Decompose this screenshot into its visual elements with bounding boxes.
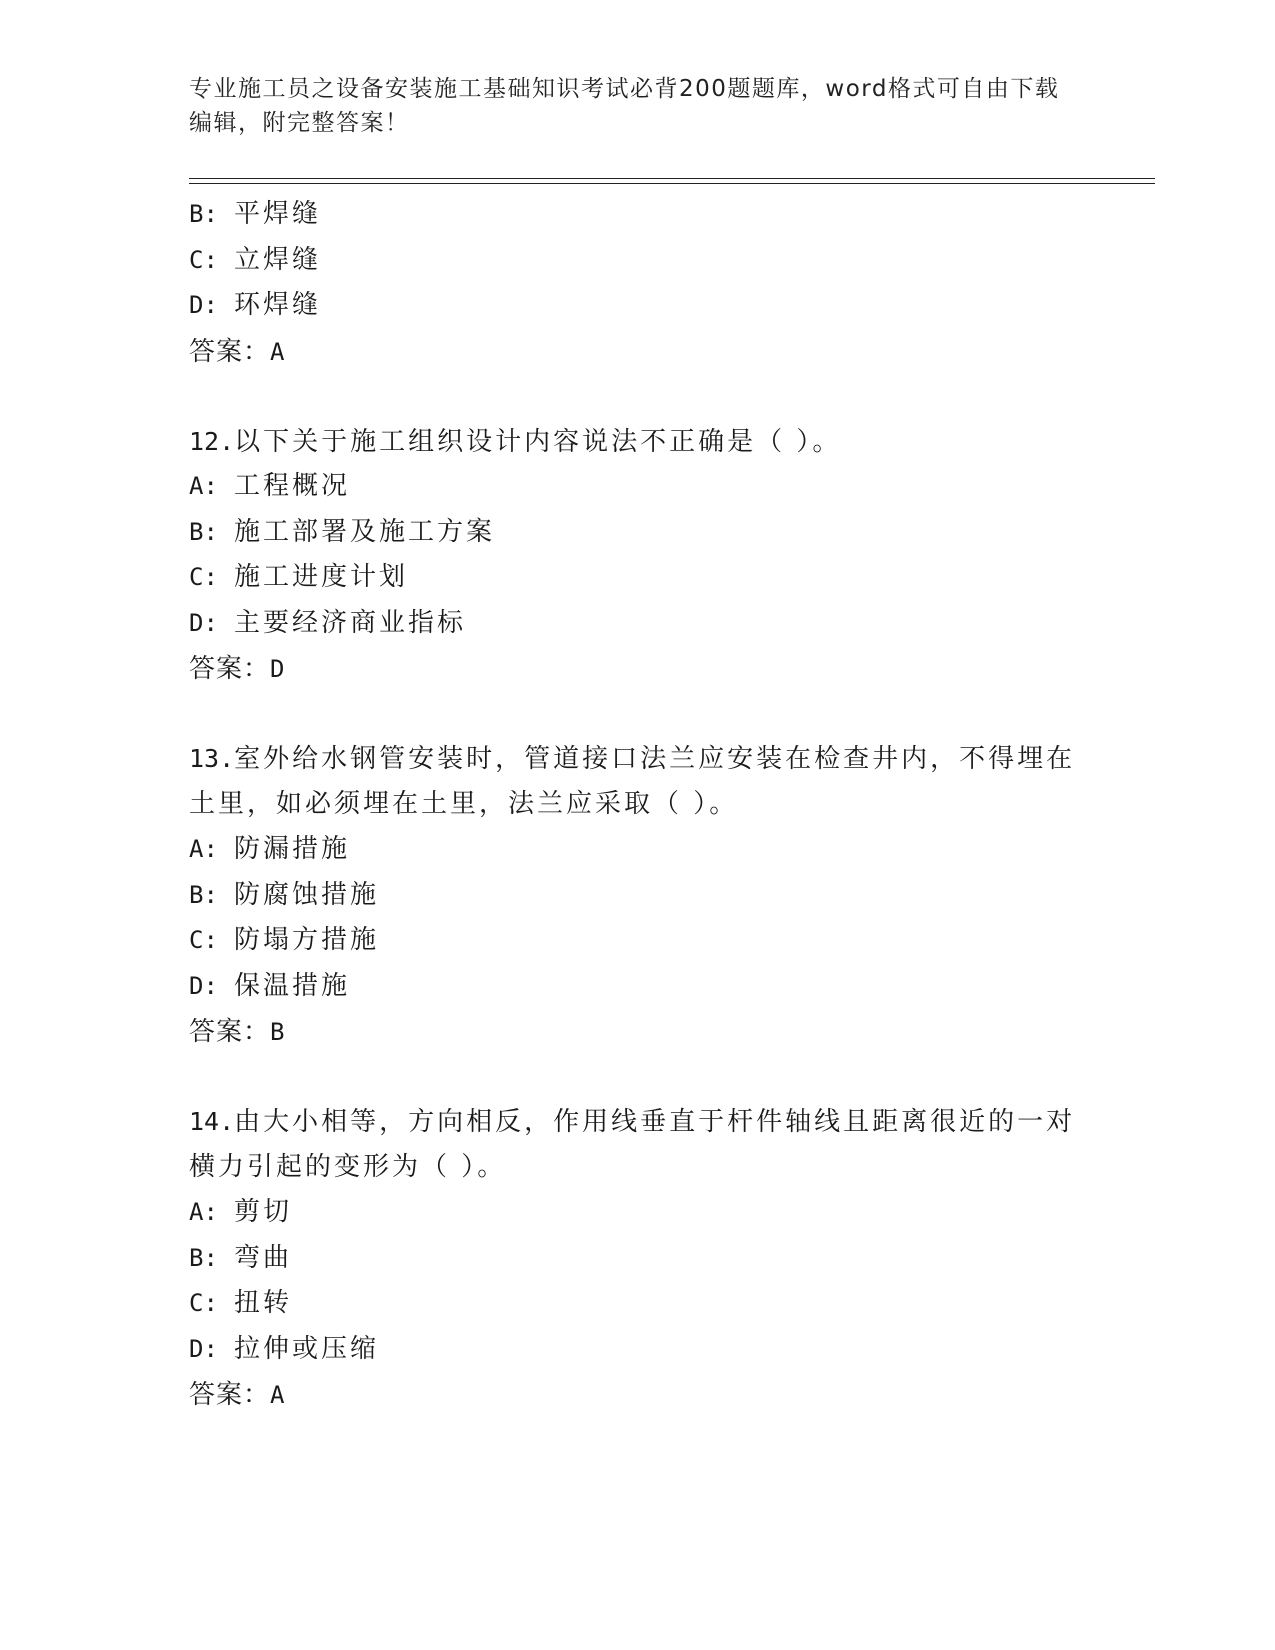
- option-text: 环焊缝: [234, 290, 322, 320]
- question-stem-line: 由大小相等，方向相反，作用线垂直于杆件轴线且距离很近的一对: [234, 1107, 1076, 1137]
- option-text: 防腐蚀措施: [234, 879, 380, 910]
- answer-line: [189, 329, 1089, 375]
- answer-label: 答案：: [189, 1017, 271, 1047]
- option-label: B:: [189, 1243, 218, 1272]
- option-label: A:: [189, 835, 218, 863]
- option-item: [189, 827, 1089, 873]
- option-item: [189, 873, 1089, 919]
- answer-label: 答案：: [189, 336, 271, 367]
- answer-line: [189, 1009, 1089, 1055]
- question-text-continued: [189, 1145, 1089, 1191]
- header-divider-bottom: [189, 183, 1155, 184]
- option-label: A:: [189, 472, 218, 500]
- option-text: 施工部署及施工方案: [234, 516, 496, 547]
- option-label: D:: [189, 608, 218, 637]
- option-item: [189, 1281, 1089, 1327]
- option-text: 剪切: [234, 1197, 293, 1227]
- question-number: 14.: [189, 1107, 235, 1136]
- question-text: [189, 736, 1089, 782]
- option-label: D:: [189, 291, 218, 319]
- answer-value: B: [270, 1018, 286, 1046]
- document-header: [189, 72, 1069, 140]
- option-item: [189, 238, 1089, 284]
- question-block-11-partial: [189, 192, 1089, 375]
- option-label: C:: [189, 926, 218, 954]
- spacer: [189, 692, 1089, 736]
- option-item: [189, 283, 1089, 329]
- option-text: 保温措施: [234, 970, 351, 1001]
- option-text: 防塌方措施: [234, 925, 380, 955]
- option-item: [189, 1236, 1089, 1282]
- question-stem-line: 以下关于施工组织设计内容说法不正确是（ ）。: [234, 426, 842, 457]
- option-text: 平焊缝: [234, 199, 322, 229]
- option-item: [189, 464, 1089, 510]
- header-divider-top: [189, 178, 1155, 179]
- spacer: [189, 1055, 1089, 1099]
- option-label: B:: [189, 517, 218, 546]
- question-text: [189, 1099, 1089, 1145]
- answer-value: A: [270, 1381, 286, 1409]
- option-item: [189, 1327, 1089, 1373]
- option-label: C:: [189, 563, 218, 591]
- option-text: 弯曲: [234, 1242, 293, 1273]
- spacer: [189, 375, 1089, 419]
- answer-line: [189, 1372, 1089, 1418]
- option-item: [189, 918, 1089, 964]
- option-text: 扭转: [234, 1288, 293, 1318]
- option-text: 主要经济商业指标: [234, 607, 467, 638]
- option-label: B:: [189, 880, 218, 909]
- option-text: 拉伸或压缩: [234, 1333, 380, 1364]
- answer-value: A: [270, 337, 286, 366]
- option-label: C:: [189, 245, 218, 274]
- question-text: [189, 419, 1089, 465]
- option-label: C:: [189, 1289, 218, 1317]
- option-item: [189, 601, 1089, 647]
- answer-line: [189, 646, 1089, 692]
- question-text-continued: [189, 782, 1089, 828]
- option-item: [189, 192, 1089, 238]
- question-block-14: [189, 1099, 1089, 1418]
- question-stem-line: 横力引起的变形为（ ）。: [189, 1151, 507, 1182]
- option-label: D:: [189, 971, 218, 1000]
- option-label: A:: [189, 1198, 218, 1226]
- header-title-line-1: 专业施工员之设备安装施工基础知识考试必背200题题库，word格式可自由下载: [189, 76, 1060, 102]
- option-item: [189, 964, 1089, 1010]
- option-text: 工程概况: [234, 471, 351, 501]
- header-title-line-2: 编辑，附完整答案！: [189, 110, 410, 136]
- option-text: 防漏措施: [234, 834, 351, 864]
- question-number: 12.: [189, 426, 235, 456]
- option-item: [189, 510, 1089, 556]
- option-text: 施工进度计划: [234, 562, 409, 592]
- option-item: [189, 555, 1089, 601]
- option-text: 立焊缝: [234, 244, 322, 275]
- question-block-13: [189, 736, 1089, 1055]
- question-number: 13.: [189, 744, 235, 773]
- question-list: [189, 192, 1089, 1418]
- option-item: [189, 1190, 1089, 1236]
- option-label: B:: [189, 200, 218, 228]
- answer-label: 答案：: [189, 654, 271, 684]
- question-stem-line: 室外给水钢管安装时，管道接口法兰应安装在检查井内，不得埋在: [234, 744, 1076, 774]
- question-block-12: [189, 419, 1089, 693]
- question-stem-line: 土里，如必须埋在土里，法兰应采取（ ）。: [189, 788, 739, 819]
- option-label: D:: [189, 1334, 218, 1363]
- answer-value: D: [270, 655, 286, 683]
- answer-label: 答案：: [189, 1380, 271, 1410]
